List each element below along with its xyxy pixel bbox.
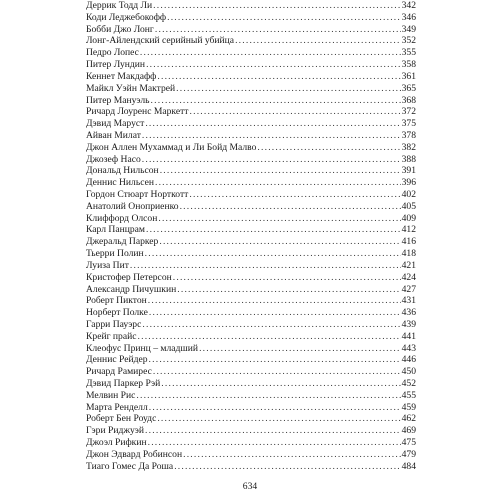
dot-leader xyxy=(149,354,401,366)
toc-entry xyxy=(86,319,416,331)
toc-entry-title: Роберт Пиктон xyxy=(86,295,147,307)
toc-entry-title: Майкл Уэйн Мактрей xyxy=(86,82,176,94)
toc-entry-page: 378 xyxy=(401,129,416,141)
toc-entry xyxy=(86,390,416,402)
dot-leader xyxy=(157,71,400,83)
toc-entry xyxy=(86,47,416,59)
toc-entry xyxy=(86,213,416,225)
toc-entry-title: Деннис Нильсен xyxy=(86,177,154,189)
toc-entry-page: 352 xyxy=(401,35,416,47)
toc-entry xyxy=(86,142,416,154)
toc-entry xyxy=(86,106,416,118)
toc-entry-page: 431 xyxy=(401,295,416,307)
toc-entry-page: 455 xyxy=(401,389,416,401)
toc-entry-title: Педро Лопес xyxy=(86,47,139,59)
toc-entry-page: 484 xyxy=(401,460,416,472)
toc-entry-title: Джеральд Паркер xyxy=(86,236,159,248)
dot-leader xyxy=(140,47,401,59)
toc-entry-page: 405 xyxy=(401,200,416,212)
toc-entry xyxy=(86,189,416,201)
toc-entry xyxy=(86,83,416,95)
toc-entry-title: Анатолий Оноприенко xyxy=(86,200,179,212)
dot-leader xyxy=(174,461,400,473)
toc-entry-page: 443 xyxy=(401,342,416,354)
toc-entry-page: 475 xyxy=(401,437,416,449)
dot-leader xyxy=(149,402,401,414)
toc-entry-title: Кристофер Петерсон xyxy=(86,271,172,283)
toc-entry-title: Клеофус Принц – младший xyxy=(86,342,199,354)
toc-entry xyxy=(86,402,416,414)
toc-entry-page: 421 xyxy=(401,259,416,271)
dot-leader xyxy=(183,449,401,461)
dot-leader xyxy=(153,0,400,12)
toc-entry-title: Дэвид Маруст xyxy=(86,118,145,130)
dot-leader xyxy=(146,59,401,71)
dot-leader xyxy=(177,284,400,296)
toc-entry xyxy=(86,284,416,296)
toc-entry-title: Роберт Бен Роудс xyxy=(86,413,157,425)
toc-entry-page: 368 xyxy=(401,94,416,106)
toc-entry xyxy=(86,343,416,355)
dot-leader xyxy=(136,390,400,402)
dot-leader xyxy=(142,319,400,331)
dot-leader xyxy=(149,307,401,319)
toc-entry-title: Гарри Пауэрс xyxy=(86,318,142,330)
toc-entry-page: 418 xyxy=(401,248,416,260)
toc-entry-title: Деррик Тодд Ли xyxy=(86,0,153,11)
toc-entry-page: 452 xyxy=(401,378,416,389)
toc-entry xyxy=(86,260,416,272)
toc-entry-page: 388 xyxy=(401,153,416,165)
dot-leader xyxy=(257,142,400,154)
toc-entry xyxy=(86,449,416,461)
toc-entry xyxy=(86,118,416,130)
toc-entry xyxy=(86,413,416,425)
toc-entry xyxy=(86,201,416,213)
toc-entry-page: 349 xyxy=(401,23,416,35)
toc-entry xyxy=(86,59,416,71)
dot-leader xyxy=(148,295,401,307)
toc-entry-page: 441 xyxy=(401,330,416,342)
toc-entry xyxy=(86,272,416,284)
toc-entry xyxy=(86,425,416,437)
toc-entry-title: Ричард Лоуренс Маркетт xyxy=(86,106,189,118)
toc-entry-title: Дэвид Паркер Рэй xyxy=(86,378,161,389)
toc-entry-title: Александр Пичушкин xyxy=(86,283,177,295)
toc-entry xyxy=(86,295,416,307)
toc-entry-page: 436 xyxy=(401,307,416,319)
toc-entry-title: Деннис Рейдер xyxy=(86,354,148,366)
toc-entry-page: 372 xyxy=(401,106,416,118)
dot-leader xyxy=(142,130,401,142)
toc-entry xyxy=(86,71,416,83)
dot-leader xyxy=(142,154,401,166)
dot-leader xyxy=(145,425,401,437)
toc-entry xyxy=(86,331,416,343)
toc-entry-page: 361 xyxy=(401,70,416,82)
dot-leader xyxy=(235,35,401,47)
toc-entry-title: Айван Милат xyxy=(86,129,141,141)
toc-entry-page: 469 xyxy=(401,425,416,437)
toc-entry-page: 402 xyxy=(401,189,416,200)
dot-leader xyxy=(180,201,401,213)
toc-entry-page: 479 xyxy=(401,448,416,460)
toc-entry xyxy=(86,437,416,449)
toc-entry-title: Гордон Стюарт Норткотт xyxy=(86,189,189,200)
toc-entry-title: Мелвин Рис xyxy=(86,389,136,401)
dot-leader xyxy=(159,236,400,248)
dot-leader xyxy=(157,413,400,425)
toc-entry-page: 396 xyxy=(401,177,416,189)
toc-entry-page: 427 xyxy=(401,283,416,295)
dot-leader xyxy=(146,224,401,236)
toc-entry-title: Питер Мануэль xyxy=(86,94,150,106)
toc-entry-page: 424 xyxy=(401,271,416,283)
dot-leader xyxy=(161,378,400,390)
toc-entry-title: Крейг прайс xyxy=(86,330,137,342)
page-number: 634 xyxy=(242,481,258,492)
dot-leader xyxy=(155,24,401,36)
toc-entry-page: 375 xyxy=(401,118,416,130)
toc-entry xyxy=(86,35,416,47)
dot-leader xyxy=(176,83,400,95)
toc-entry-title: Джон Аллен Мухаммад и Ли Бойд Малво xyxy=(86,141,257,153)
toc-entry-title: Тьерри Полин xyxy=(86,248,144,260)
toc-entry-page: 416 xyxy=(401,236,416,248)
dot-leader xyxy=(173,272,401,284)
dot-leader xyxy=(138,331,401,343)
toc-entry-page: 439 xyxy=(401,318,416,330)
toc-entry xyxy=(86,307,416,319)
dot-leader xyxy=(155,177,401,189)
toc-entry xyxy=(86,461,416,473)
toc-entry-title: Бобби Джо Лонг xyxy=(86,23,154,35)
toc-entry xyxy=(86,12,416,24)
toc-entry-title: Тиаго Гомес Да Роша xyxy=(86,460,174,472)
toc-entry xyxy=(86,248,416,260)
toc-entry xyxy=(86,165,416,177)
toc-entry xyxy=(86,95,416,107)
toc-entry-title: Ричард Рамирес xyxy=(86,366,152,378)
toc-entry-title: Дональд Нильсон xyxy=(86,165,159,177)
toc-entry-title: Гэри Риджуэй xyxy=(86,425,145,437)
dot-leader xyxy=(145,118,400,130)
toc-entry-page: 342 xyxy=(401,0,416,11)
toc-entry xyxy=(86,378,416,390)
toc-entry xyxy=(86,154,416,166)
toc-entry xyxy=(86,366,416,378)
toc-entry xyxy=(86,0,416,12)
toc-entry-title: Клиффорд Олсон xyxy=(86,212,158,224)
toc-entry xyxy=(86,354,416,366)
dot-leader xyxy=(199,343,401,355)
dot-leader xyxy=(148,437,401,449)
toc-entry xyxy=(86,130,416,142)
dot-leader xyxy=(145,248,401,260)
toc-entry xyxy=(86,24,416,36)
toc-entry-title: Джозеф Насо xyxy=(86,153,141,165)
table-of-contents xyxy=(86,0,416,473)
dot-leader xyxy=(160,165,401,177)
toc-entry xyxy=(86,224,416,236)
toc-entry xyxy=(86,177,416,189)
toc-entry-title: Лонг-Айлендский серийный убийца xyxy=(86,35,235,47)
dot-leader xyxy=(130,260,401,272)
toc-entry-title: Марта Ренделл xyxy=(86,401,148,413)
toc-entry-title: Питер Лундин xyxy=(86,59,146,71)
dot-leader xyxy=(190,106,401,118)
toc-entry xyxy=(86,236,416,248)
toc-entry-page: 358 xyxy=(401,59,416,71)
dot-leader xyxy=(153,366,401,378)
toc-entry-page: 382 xyxy=(401,141,416,153)
dot-leader xyxy=(151,95,401,107)
toc-entry-page: 462 xyxy=(401,413,416,425)
toc-entry-page: 450 xyxy=(401,366,416,378)
toc-entry-page: 365 xyxy=(401,82,416,94)
dot-leader xyxy=(189,189,400,201)
toc-entry-title: Джон Эдвард Робинсон xyxy=(86,448,183,460)
toc-entry-page: 355 xyxy=(401,47,416,59)
toc-entry-page: 391 xyxy=(401,165,416,177)
toc-entry-title: Норберт Полке xyxy=(86,307,148,319)
toc-entry-title: Коди Леджебокофф xyxy=(86,11,167,23)
toc-entry-page: 446 xyxy=(401,354,416,366)
dot-leader xyxy=(158,213,400,225)
toc-entry-page: 346 xyxy=(401,11,416,23)
toc-entry-page: 412 xyxy=(401,224,416,236)
toc-entry-title: Кеннет Макдафф xyxy=(86,70,157,82)
toc-entry-page: 409 xyxy=(401,212,416,224)
toc-entry-title: Джоэл Рифкин xyxy=(86,437,147,449)
toc-entry-page: 459 xyxy=(401,401,416,413)
toc-entry-title: Карл Панцрам xyxy=(86,224,145,236)
dot-leader xyxy=(167,12,401,24)
toc-entry-title: Луиза Пит xyxy=(86,259,129,271)
